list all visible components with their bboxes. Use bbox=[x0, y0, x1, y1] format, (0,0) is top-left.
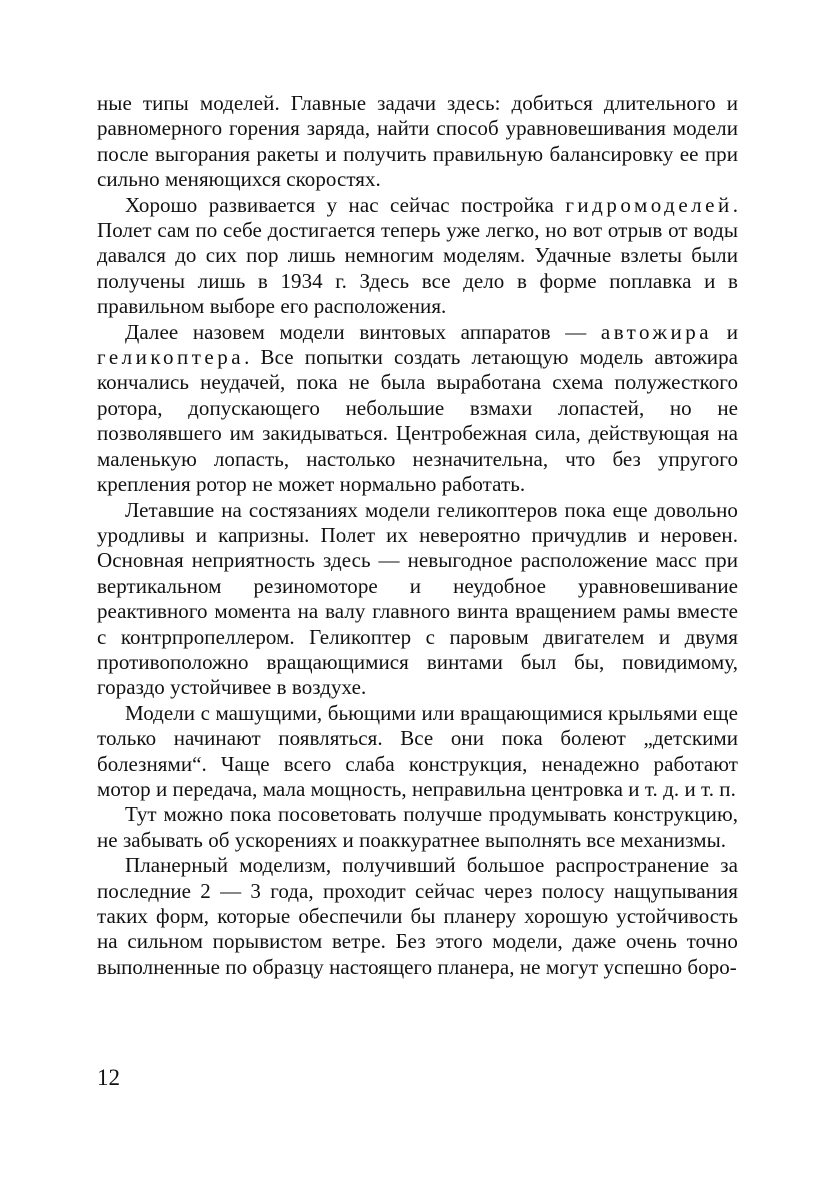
paragraph-4: Летавшие на состязаниях модели геликоптеров пока еще довольно уродливы и капризны. Полет их невероятно причудлив и неровен. Основная неприятность здесь — невыгодное расположение масс при вертикальном резиномоторе и неудобное уравновешивание реактивного момента на валу главного винта вращением рамы вместе с контрпропеллером. Геликоптер с паровым двигателем и двумя противоположно вращающимися винтами был бы, повидимому, гораздо устойчивее в воздухе. bbox=[97, 497, 738, 700]
paragraph-7: Планерный моделизм, получивший большое распространение за последние 2 — 3 года, проходит сейчас через полосу нащупывания таких форм, которые обеспечили бы планеру хорошую устойчивость на сильном порывистом ветре. Без этого модели, даже очень точно выполненные по образцу настоящего планера, не могут успешно боро- bbox=[97, 853, 738, 979]
paragraph-3 bbox=[97, 320, 738, 498]
paragraph-2-lead: Хорошо развивается у нас сейчас постройка bbox=[125, 192, 566, 217]
term-avtozhira: автожира bbox=[600, 319, 713, 344]
paragraph-2-rest: . Полет сам по себе достигается теперь уже легко, но вот отрыв от воды давался до сих пор лишь немногим моделям. Удачные взлеты были получены лишь в 1934 г. Здесь все дело в форме поплавка и в правильном выборе его расположения. bbox=[97, 192, 738, 319]
page-number: 12 bbox=[97, 1065, 120, 1090]
paragraph-6: Тут можно пока посоветовать получше продумывать конструкцию, не забывать об ускорениях и поаккуратнее выполнять все механизмы. bbox=[97, 802, 738, 852]
paragraph-3-lead: Далее назовем модели винтовых аппаратов — bbox=[125, 319, 601, 344]
page-body bbox=[97, 91, 738, 980]
term-gelikoptera: геликоптера bbox=[97, 345, 245, 370]
paragraph-2 bbox=[97, 193, 738, 320]
paragraph-3-conj: и bbox=[712, 319, 739, 344]
paragraph-5: Модели с машущими, бьющими или вращающимися крыльями еще только начинают появляться. Все они пока болеют „детскими болезнями“. Чаще всего слаба конструкция, ненадежно работают мотор и передача, мала мощность, неправильна центровка и т. д. и т. п. bbox=[97, 700, 738, 801]
term-gidromodeli: гидромоделей bbox=[565, 192, 733, 217]
paragraph-3-rest: . Все попытки создать летающую модель автожира кончались неудачей, пока не была выработана схема полужесткого ротора, допускающего небольшие взмахи лопастей, но не позволявшего им закидываться. Центробежная сила, действующая на маленькую лопасть, настолько незначительна, что без упругого крепления ротор не может нормально работать. bbox=[97, 345, 738, 497]
paragraph-1: ные типы моделей. Главные задачи здесь: добиться длительного и равномерного горения заряда, найти способ уравновешивания модели после выгорания ракеты и получить правильную балансировку ее при сильно меняющихся скоростях. bbox=[97, 91, 738, 192]
